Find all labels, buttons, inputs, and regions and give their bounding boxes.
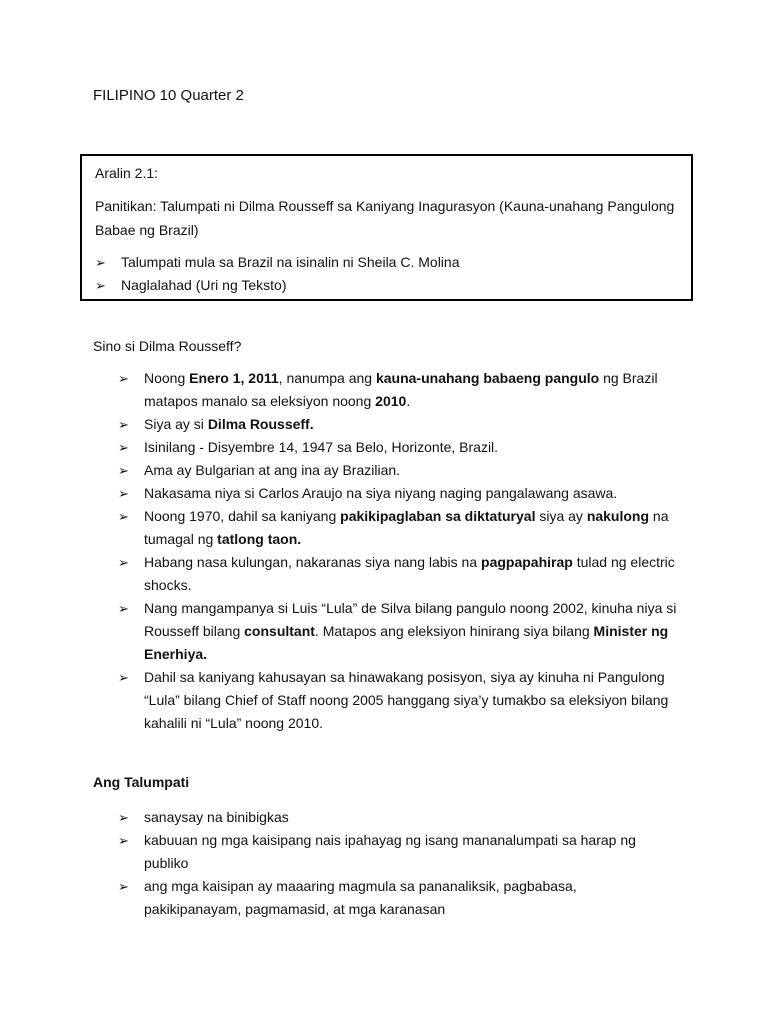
list-item <box>95 251 460 274</box>
bold-text: consultant <box>244 623 315 639</box>
text-run: . <box>406 393 411 409</box>
arrowhead-bullet-icon: ➢ <box>95 255 106 270</box>
arrowhead-bullet-icon: ➢ <box>95 278 106 293</box>
list-item <box>118 459 678 482</box>
lesson-label: Aralin 2.1: <box>95 165 159 181</box>
section-question: Sino si Dilma Rousseff? <box>93 338 242 354</box>
bold-text: nakulong <box>586 508 650 524</box>
arrowhead-bullet-icon: ➢ <box>118 601 129 616</box>
text-run: Noong 1970, dahil sa kaniyang <box>144 508 341 524</box>
arrowhead-bullet-icon: ➢ <box>118 417 129 432</box>
text-run: siya ay <box>535 508 587 524</box>
text-run: na tumagal ng <box>144 508 669 547</box>
arrowhead-bullet-icon: ➢ <box>118 463 129 478</box>
arrowhead-bullet-icon: ➢ <box>118 810 129 825</box>
list-item <box>118 413 678 436</box>
bold-text: Minister ng Enerhiya. <box>144 623 669 662</box>
bold-text: tatlong taon. <box>217 531 302 547</box>
list-item-text: Isinilang - Disyembre 14, 1947 sa Belo, Horizonte, Brazil. <box>144 439 499 455</box>
lesson-box <box>80 154 693 301</box>
list-item <box>118 597 678 666</box>
list-item <box>118 806 658 829</box>
text-run: tulad ng electric shocks. <box>144 554 675 593</box>
text-run: Siya ay si <box>144 416 208 432</box>
list-item-text: Ama ay Bulgarian at ang ina ay Brazilian. <box>144 462 401 478</box>
bold-text: Enero 1, 2011 <box>189 370 279 386</box>
list-item-text: Talumpati mula sa Brazil na isinalin ni Sheila C. Molina <box>121 254 460 270</box>
bold-text: Dilma Rousseff. <box>207 416 314 432</box>
arrowhead-bullet-icon: ➢ <box>118 879 129 894</box>
page-title: FILIPINO 10 Quarter 2 <box>93 87 244 104</box>
text-run: , nanumpa ang <box>278 370 376 386</box>
list-item <box>118 875 658 921</box>
list-item <box>118 666 678 735</box>
facts-list <box>118 367 678 735</box>
list-item <box>118 505 678 551</box>
arrowhead-bullet-icon: ➢ <box>118 833 129 848</box>
list-item <box>118 367 678 413</box>
talumpati-list <box>118 806 658 921</box>
list-item-text: Naglalahad (Uri ng Teksto) <box>121 277 287 293</box>
arrowhead-bullet-icon: ➢ <box>118 555 129 570</box>
text-run: ng Brazil matapos manalo sa eleksiyon noong <box>144 370 658 409</box>
bold-text: pagpapahirap <box>481 554 573 570</box>
bold-text: pakikipaglaban sa diktaturyal <box>340 508 536 524</box>
section-heading: Ang Talumpati <box>93 774 190 790</box>
list-item <box>95 274 460 297</box>
arrowhead-bullet-icon: ➢ <box>118 440 129 455</box>
arrowhead-bullet-icon: ➢ <box>118 509 129 524</box>
text-run: Habang nasa kulungan, nakaranas siya nang labis na <box>144 554 482 570</box>
list-item-text: Nakasama niya si Carlos Araujo na siya niyang naging pangalawang asawa. <box>144 485 618 501</box>
text-run: Noong <box>144 370 190 386</box>
lesson-subject: Panitikan: Talumpati ni Dilma Rousseff sa Kaniyang Inagurasyon (Kauna-unahang Pangulong Babae ng Brazil) <box>95 198 675 238</box>
list-item-text: kabuuan ng mga kaisipang nais ipahayag ng isang mananalumpati sa harap ng publiko <box>144 832 636 871</box>
list-item <box>118 436 678 459</box>
arrowhead-bullet-icon: ➢ <box>118 670 129 685</box>
text-run: . Matapos ang eleksiyon hinirang siya bilang <box>314 623 594 639</box>
list-item-text: Dahil sa kaniyang kahusayan sa hinawakang posisyon, siya ay kinuha ni Pangulong “Lula” bilang Chief of Staff noong 2005 hanggang siya’y tumakbo sa eleksiyon bilang kahalili ni “Lula” noong 2010. <box>144 669 669 731</box>
list-item-text: ang mga kaisipan ay maaaring magmula sa pananaliksik, pagbabasa, pakikipanayam, pagmamasid, at mga karanasan <box>144 878 577 917</box>
list-item <box>118 482 678 505</box>
arrowhead-bullet-icon: ➢ <box>118 371 129 386</box>
arrowhead-bullet-icon: ➢ <box>118 486 129 501</box>
list-item-text: sanaysay na binibigkas <box>144 809 289 825</box>
list-item <box>118 551 678 597</box>
lesson-bullet-list <box>95 251 460 297</box>
bold-text: kauna-unahang babaeng pangulo <box>375 370 600 386</box>
bold-text: 2010 <box>375 393 407 409</box>
text-run: Nang mangampanya si Luis “Lula” de Silva bilang pangulo noong 2002, kinuha niya si Rousseff bilang <box>144 600 677 639</box>
list-item <box>118 829 658 875</box>
